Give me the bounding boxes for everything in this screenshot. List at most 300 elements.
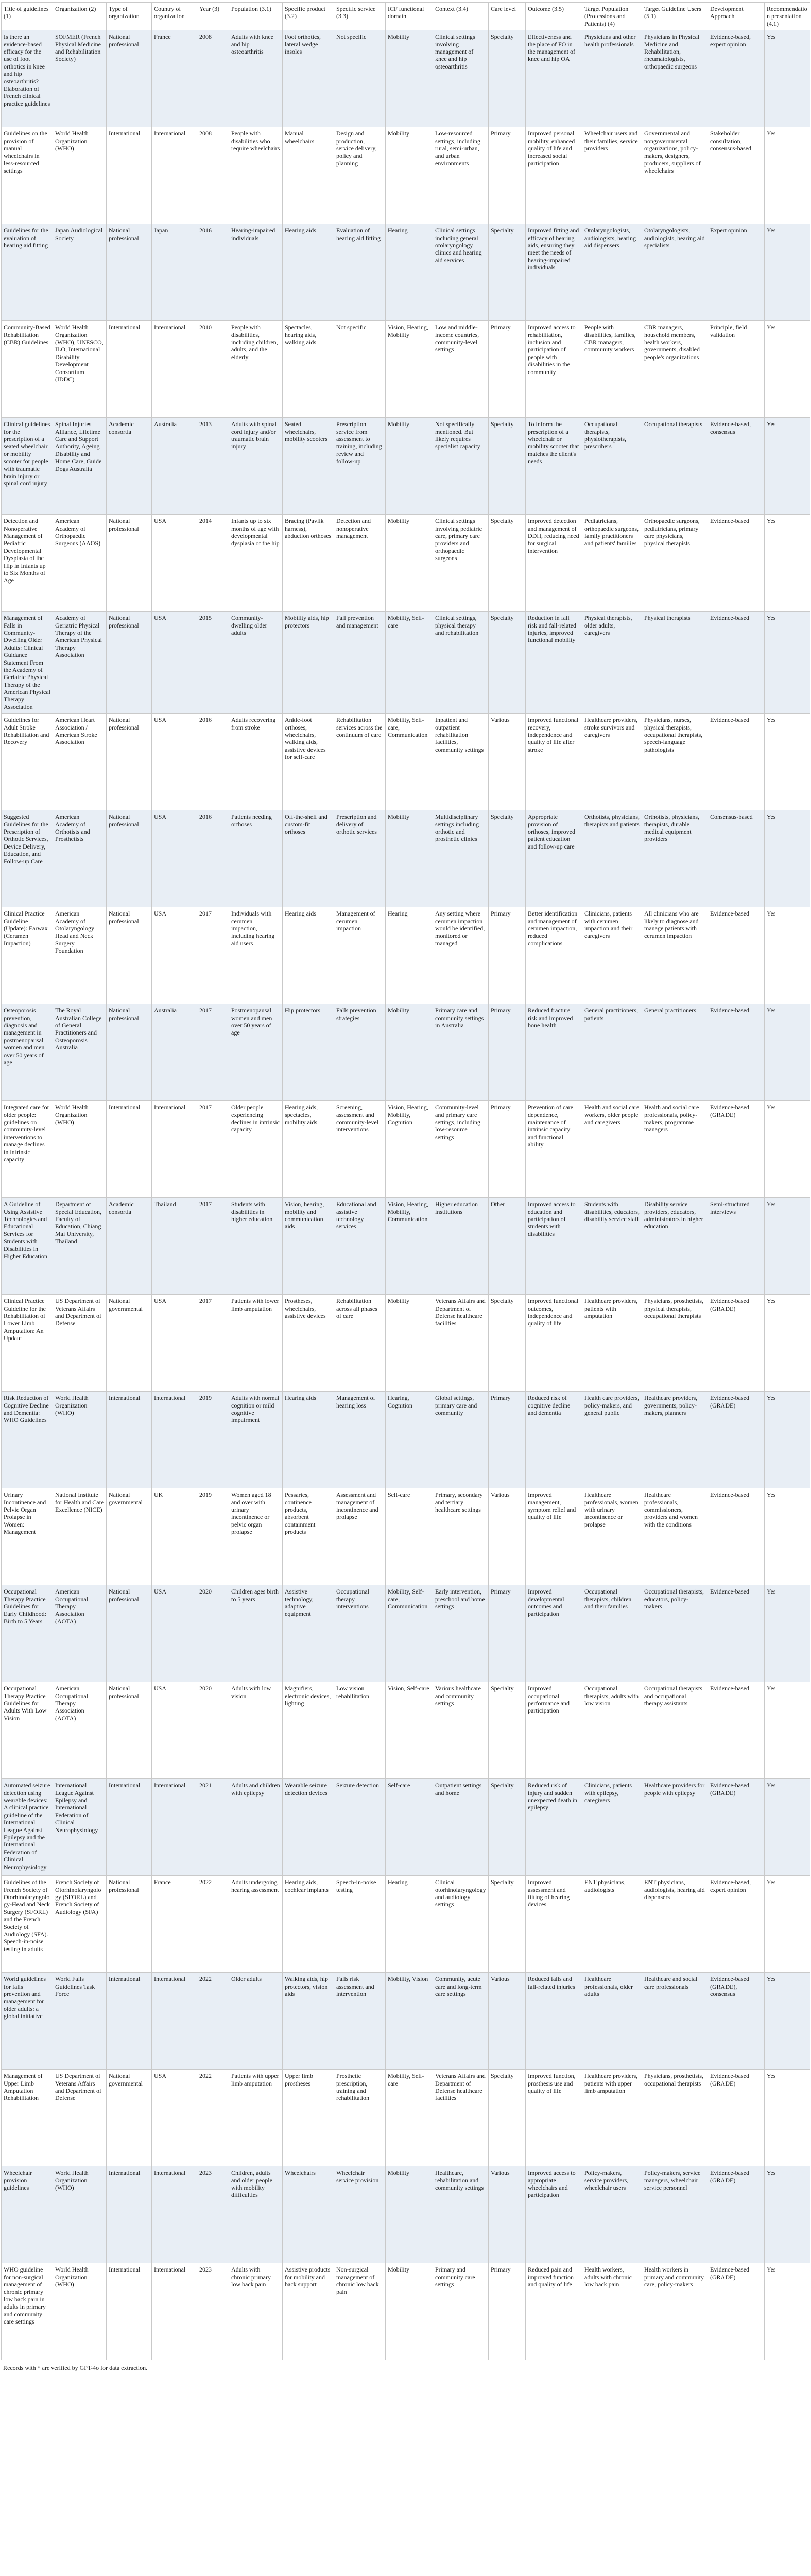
table-cell: Vision, Hearing, Mobility, Communication (386, 1198, 433, 1295)
table-cell: International (152, 2263, 197, 2360)
table-cell: World Health Organization (WHO), UNESCO, ILO, International Disability Development Consortium (IDDC) (53, 321, 107, 418)
table-cell: Low and middle-income countries, community-level settings (433, 321, 489, 418)
column-header: Care level (489, 3, 526, 30)
table-cell: 2020 (197, 1585, 229, 1682)
table-cell: Improved function, prosthesis use and quality of life (526, 2070, 582, 2166)
table-cell: 2022 (197, 1973, 229, 2070)
table-cell: Magnifiers, electronic devices, lighting (283, 1682, 334, 1779)
table-row (2, 1779, 810, 1876)
table-cell: Vision, Self-care (386, 1682, 433, 1779)
table-cell: Occupational therapists (642, 418, 708, 515)
table-cell: 2020 (197, 1682, 229, 1779)
table-cell: International (152, 321, 197, 418)
table-cell: Patients needing orthoses (229, 810, 283, 907)
table-cell: Primary (489, 907, 526, 1004)
table-cell: Hearing (386, 907, 433, 1004)
table-cell: Yes (765, 30, 810, 127)
table-cell: International (152, 127, 197, 224)
table-cell: Policy-makers, service providers, wheelchair users (582, 2166, 642, 2263)
table-cell: Specialty (489, 515, 526, 612)
table-cell: Assistive products for mobility and back support (283, 2263, 334, 2360)
table-row (2, 1392, 810, 1488)
table-cell: Rehabilitation across all phases of care (334, 1295, 386, 1392)
table-cell: Appropriate provision of orthoses, improved patient education and follow-up care (526, 810, 582, 907)
table-cell: Hearing, Cognition (386, 1392, 433, 1488)
table-row (2, 1585, 810, 1682)
header-row (2, 3, 810, 30)
table-cell: Evidence-based (GRADE) (708, 2070, 765, 2166)
table-cell: Primary (489, 127, 526, 224)
column-header: Context (3.4) (433, 3, 489, 30)
table-cell: Yes (765, 1295, 810, 1392)
table-cell: To inform the prescription of a wheelchair or mobility scooter that matches the client's needs (526, 418, 582, 515)
table-cell: Not specific (334, 30, 386, 127)
table-cell: National professional (107, 1876, 152, 1973)
table-row (2, 810, 810, 907)
table-cell: Health care providers, policy-makers, and general public (582, 1392, 642, 1488)
table-cell: 2017 (197, 1198, 229, 1295)
table-cell: Evidence-based (GRADE) (708, 1101, 765, 1198)
guideline-title-cell: World guidelines for falls prevention and management for older adults: a global initiative (2, 1973, 53, 2070)
table-cell: Japan (152, 224, 197, 321)
table-cell: Clinicians, patients with epilepsy, caregivers (582, 1779, 642, 1876)
table-cell: General practitioners, patients (582, 1004, 642, 1101)
table-cell: 2016 (197, 714, 229, 810)
table-cell: Primary care and community settings in Australia (433, 1004, 489, 1101)
table-cell: Seated wheelchairs, mobility scooters (283, 418, 334, 515)
table-cell: International (107, 1392, 152, 1488)
table-cell: Orthotists, physicians, therapists, durable medical equipment providers (642, 810, 708, 907)
table-cell: Evidence-based (708, 1585, 765, 1682)
table-cell: Self-care (386, 1488, 433, 1585)
table-cell: People with disabilities who require wheelchairs (229, 127, 283, 224)
guideline-title-cell: Is there an evidence-based efficacy for the use of foot orthotics in knee and hip osteoarthritis? Elaboration of French clinical practice guidelines (2, 30, 53, 127)
table-cell: Mobility, Self-care (386, 2070, 433, 2166)
table-cell: American Academy of Orthotists and Prosthetists (53, 810, 107, 907)
table-cell: National professional (107, 515, 152, 612)
table-cell: Physicians, prosthetists, physical therapists, occupational therapists (642, 1295, 708, 1392)
table-cell: Ankle-foot orthoses, wheelchairs, walking aids, assistive devices for self-care (283, 714, 334, 810)
table-cell: 2017 (197, 1101, 229, 1198)
table-cell: Yes (765, 1198, 810, 1295)
table-cell: Rehabilitation services across the continuum of care (334, 714, 386, 810)
table-cell: Prostheses, wheelchairs, assistive devices (283, 1295, 334, 1392)
table-cell: Reduction in fall risk and fall-related injuries, improved functional mobility (526, 612, 582, 714)
table-cell: Occupational therapists, educators, policy-makers (642, 1585, 708, 1682)
table-cell: Primary, secondary and tertiary healthcare settings (433, 1488, 489, 1585)
table-cell: 2010 (197, 321, 229, 418)
table-cell: 2019 (197, 1392, 229, 1488)
table-cell: Consensus-based (708, 810, 765, 907)
table-cell: Hearing aids (283, 907, 334, 1004)
column-header: Specific service (3.3) (334, 3, 386, 30)
table-cell: Yes (765, 1876, 810, 1973)
table-cell: USA (152, 1585, 197, 1682)
table-cell: Assessment and management of incontinence and prolapse (334, 1488, 386, 1585)
table-cell: Health and social care workers, older people and caregivers (582, 1101, 642, 1198)
table-cell: Yes (765, 1101, 810, 1198)
table-cell: Hearing aids (283, 1392, 334, 1488)
table-cell: Mobility (386, 2166, 433, 2263)
table-cell: Various (489, 2166, 526, 2263)
table-cell: Yes (765, 1779, 810, 1876)
table-cell: Fall prevention and management (334, 612, 386, 714)
table-cell: USA (152, 810, 197, 907)
table-cell: Occupational therapists, adults with low vision (582, 1682, 642, 1779)
table-cell: Physicians and other health professionals (582, 30, 642, 127)
table-cell: National professional (107, 1585, 152, 1682)
table-cell: Manual wheelchairs (283, 127, 334, 224)
table-cell: Hearing (386, 224, 433, 321)
table-cell: Yes (765, 1488, 810, 1585)
table-cell: Reduced pain and improved function and quality of life (526, 2263, 582, 2360)
table-cell: Specialty (489, 1779, 526, 1876)
table-cell: Hearing aids, cochlear implants (283, 1876, 334, 1973)
table-cell: International (107, 1973, 152, 2070)
table-cell: Improved developmental outcomes and participation (526, 1585, 582, 1682)
table-cell: Adults with chronic primary low back pain (229, 2263, 283, 2360)
table-cell: Evidence-based (708, 907, 765, 1004)
column-header: Organization (2) (53, 3, 107, 30)
table-cell: International (152, 1973, 197, 2070)
table-cell: American Academy of Otolaryngology—Head and Neck Surgery Foundation (53, 907, 107, 1004)
table-cell: Children ages birth to 5 years (229, 1585, 283, 1682)
table-cell: World Health Organization (WHO) (53, 1392, 107, 1488)
table-cell: Educational and assistive technology services (334, 1198, 386, 1295)
table-cell: Evaluation of hearing aid fitting (334, 224, 386, 321)
table-cell: Upper limb prostheses (283, 2070, 334, 2166)
table-cell: Mobility aids, hip protectors (283, 612, 334, 714)
table-cell: Falls prevention strategies (334, 1004, 386, 1101)
table-row (2, 907, 810, 1004)
table-cell: Evidence-based (708, 1682, 765, 1779)
table-cell: World Health Organization (WHO) (53, 2166, 107, 2263)
column-header: Type of organization (107, 3, 152, 30)
guideline-title-cell: Wheelchair provision guidelines (2, 2166, 53, 2263)
table-cell: Yes (765, 1004, 810, 1101)
table-cell: Design and production, service delivery, policy and planning (334, 127, 386, 224)
table-cell: Various (489, 1488, 526, 1585)
table-cell: Early intervention, preschool and home settings (433, 1585, 489, 1682)
table-cell: Any setting where cerumen impaction would be identified, monitored or managed (433, 907, 489, 1004)
table-cell: Healthcare providers, patients with upper limb amputation (582, 2070, 642, 2166)
table-cell: Yes (765, 418, 810, 515)
table-cell: Japan Audiological Society (53, 224, 107, 321)
table-cell: Mobility (386, 2263, 433, 2360)
table-cell: Occupational therapists and occupational therapy assistants (642, 1682, 708, 1779)
table-cell: Hearing-impaired individuals (229, 224, 283, 321)
guideline-title-cell: Urinary Incontinence and Pelvic Organ Prolapse in Women: Management (2, 1488, 53, 1585)
table-cell: Adults and children with epilepsy (229, 1779, 283, 1876)
table-cell: National professional (107, 714, 152, 810)
table-cell: SOFMER (French Physical Medicine and Rehabilitation Society) (53, 30, 107, 127)
table-cell: Falls risk assessment and intervention (334, 1973, 386, 2070)
table-cell: Healthcare professionals, women with urinary incontinence or prolapse (582, 1488, 642, 1585)
table-cell: 2014 (197, 515, 229, 612)
table-cell: Walking aids, hip protectors, vision aids (283, 1973, 334, 2070)
table-cell: National professional (107, 612, 152, 714)
table-cell: Postmenopausal women and men over 50 years of age (229, 1004, 283, 1101)
table-cell: 2013 (197, 418, 229, 515)
table-cell: Health and social care professionals, policy-makers, programme managers (642, 1101, 708, 1198)
table-cell: Improved functional recovery, independence and quality of life after stroke (526, 714, 582, 810)
table-cell: Evidence-based (GRADE) (708, 1295, 765, 1392)
table-cell: Evidence-based (708, 1488, 765, 1585)
table-cell: Pessaries, continence products, absorbent containment products (283, 1488, 334, 1585)
table-cell: UK (152, 1488, 197, 1585)
table-cell: USA (152, 1295, 197, 1392)
table-cell: Various (489, 714, 526, 810)
table-cell: 2008 (197, 127, 229, 224)
table-cell: Low-resourced settings, including rural, semi-urban, and urban environments (433, 127, 489, 224)
table-cell: Clinical settings, physical therapy and rehabilitation (433, 612, 489, 714)
table-cell: Infants up to six months of age with developmental dysplasia of the hip (229, 515, 283, 612)
table-row (2, 224, 810, 321)
table-cell: Assistive technology, adaptive equipment (283, 1585, 334, 1682)
table-cell: Patients with upper limb amputation (229, 2070, 283, 2166)
table-cell: Yes (765, 1392, 810, 1488)
table-cell: Improved access to education and participation of students with disabilities (526, 1198, 582, 1295)
table-cell: Health workers, adults with chronic low back pain (582, 2263, 642, 2360)
table-cell: Mobility (386, 515, 433, 612)
column-header: Development Approach (708, 3, 765, 30)
table-cell: Adults with low vision (229, 1682, 283, 1779)
table-cell: World Health Organization (WHO) (53, 127, 107, 224)
table-cell: Outpatient settings and home (433, 1779, 489, 1876)
table-cell: Orthopaedic surgeons, pediatricians, primary care physicians, physical therapists (642, 515, 708, 612)
table-cell: International (152, 1392, 197, 1488)
table-cell: Clinical otorhinolaryngology and audiology settings (433, 1876, 489, 1973)
table-cell: Specialty (489, 2070, 526, 2166)
table-cell: Healthcare professionals, older adults (582, 1973, 642, 2070)
table-cell: International (152, 1101, 197, 1198)
table-cell: Primary and community care settings (433, 2263, 489, 2360)
table-cell: Veterans Affairs and Department of Defense healthcare facilities (433, 2070, 489, 2166)
table-cell: US Department of Veterans Affairs and Department of Defense (53, 2070, 107, 2166)
table-cell: 2016 (197, 810, 229, 907)
table-cell: Primary (489, 2263, 526, 2360)
table-cell: All clinicians who are likely to diagnose and manage patients with cerumen impaction (642, 907, 708, 1004)
table-cell: Reduced risk of cognitive decline and dementia (526, 1392, 582, 1488)
table-cell: Children, adults and older people with mobility difficulties (229, 2166, 283, 2263)
table-cell: The Royal Australian College of General Practitioners and Osteoporosis Australia (53, 1004, 107, 1101)
table-cell: Evidence-based (708, 714, 765, 810)
table-cell: Speech-in-noise testing (334, 1876, 386, 1973)
table-cell: Yes (765, 714, 810, 810)
guideline-title-cell: Management of Falls in Community-Dwelling Older Adults: Clinical Guidance Statement From the Academy of Geriatric Physical Therapy of the American Physical Therapy Association (2, 612, 53, 714)
guideline-title-cell: Guidelines of the French Society of Otorhinolaryngology-Head and Neck Surgery (SFORL) and the French Society of Audiology (SFA). Speech-in-noise testing in adults (2, 1876, 53, 1973)
guideline-title-cell: Risk Reduction of Cognitive Decline and Dementia: WHO Guidelines (2, 1392, 53, 1488)
table-header (2, 3, 810, 30)
table-cell: 2017 (197, 1295, 229, 1392)
table-cell: Yes (765, 2263, 810, 2360)
table-cell: Specialty (489, 810, 526, 907)
table-cell: International (107, 127, 152, 224)
table-cell: Hearing aids, spectacles, mobility aids (283, 1101, 334, 1198)
table-cell: 2017 (197, 1004, 229, 1101)
guideline-title-cell: Management of Upper Limb Amputation Rehabilitation (2, 2070, 53, 2166)
table-cell: Specialty (489, 612, 526, 714)
table-cell: Stakeholder consultation, consensus-based (708, 127, 765, 224)
table-row (2, 1876, 810, 1973)
table-cell: Multidisciplinary settings including orthotic and prosthetic clinics (433, 810, 489, 907)
table-cell: 2022 (197, 1876, 229, 1973)
table-cell: Improved functional outcomes, independence and quality of life (526, 1295, 582, 1392)
column-header: ICF functional domain (386, 3, 433, 30)
table-cell: Yes (765, 224, 810, 321)
table-cell: Orthotists, physicians, therapists and patients (582, 810, 642, 907)
table-cell: Adults undergoing hearing assessment (229, 1876, 283, 1973)
table-cell: Improved fitting and efficacy of hearing aids, ensuring they meet the needs of hearing-impaired individuals (526, 224, 582, 321)
table-cell: International League Against Epilepsy and International Federation of Clinical Neurophysiology (53, 1779, 107, 1876)
table-cell: Australia (152, 418, 197, 515)
table-cell: World Health Organization (WHO) (53, 1101, 107, 1198)
table-cell: National professional (107, 810, 152, 907)
table-cell: Adults recovering from stroke (229, 714, 283, 810)
table-cell: Off-the-shelf and custom-fit orthoses (283, 810, 334, 907)
table-cell: ENT physicians, audiologists (582, 1876, 642, 1973)
table-cell: Mobility (386, 1004, 433, 1101)
table-cell: 2017 (197, 907, 229, 1004)
column-header: Outcome (3.5) (526, 3, 582, 30)
table-cell: Students with disabilities, educators, disability service staff (582, 1198, 642, 1295)
guideline-title-cell: Guidelines for Adult Stroke Rehabilitation and Recovery (2, 714, 53, 810)
table-cell: Academic consortia (107, 1198, 152, 1295)
table-cell: Specialty (489, 418, 526, 515)
table-cell: Evidence-based (708, 515, 765, 612)
table-cell: Clinicians, patients with cerumen impaction and their caregivers (582, 907, 642, 1004)
table-row (2, 30, 810, 127)
table-cell: Physicians, prosthetists, occupational therapists (642, 2070, 708, 2166)
table-cell: Inpatient and outpatient rehabilitation facilities, community settings (433, 714, 489, 810)
table-cell: Academy of Geriatric Physical Therapy of the American Physical Therapy Association (53, 612, 107, 714)
table-cell: Evidence-based, expert opinion (708, 1876, 765, 1973)
table-cell: General practitioners (642, 1004, 708, 1101)
table-cell: Healthcare providers, patients with amputation (582, 1295, 642, 1392)
table-cell: Yes (765, 127, 810, 224)
table-cell: National professional (107, 1004, 152, 1101)
table-cell: Evidence-based (GRADE) (708, 1779, 765, 1876)
table-cell: Screening, assessment and community-level interventions (334, 1101, 386, 1198)
table-cell: Expert opinion (708, 224, 765, 321)
table-cell: Hearing aids (283, 224, 334, 321)
table-cell: Community-level and primary care settings, including low-resource settings (433, 1101, 489, 1198)
guideline-title-cell: Clinical Practice Guideline for the Rehabilitation of Lower Limb Amputation: An Update (2, 1295, 53, 1392)
table-cell: National professional (107, 1682, 152, 1779)
table-cell: International (107, 2166, 152, 2263)
table-cell: Healthcare and social care professionals (642, 1973, 708, 2070)
table-cell: Adults with knee and hip osteoarthritis (229, 30, 283, 127)
table-cell: Prescription and delivery of orthotic services (334, 810, 386, 907)
table-cell: World Falls Guidelines Task Force (53, 1973, 107, 2070)
table-cell: Women aged 18 and over with urinary incontinence or pelvic organ prolapse (229, 1488, 283, 1585)
table-cell: Various healthcare and community settings (433, 1682, 489, 1779)
guideline-title-cell: A Guideline of Using Assistive Technologies and Educational Services for Students with Disabilities in Higher Education (2, 1198, 53, 1295)
table-cell: Primary (489, 1585, 526, 1682)
table-cell: Non-surgical management of chronic low back pain (334, 2263, 386, 2360)
table-cell: Physical therapists (642, 612, 708, 714)
table-cell: Yes (765, 810, 810, 907)
table-cell: Department of Special Education, Faculty of Education, Chiang Mai University, Thailand (53, 1198, 107, 1295)
guidelines-table (1, 2, 810, 2360)
table-cell: Mobility (386, 127, 433, 224)
column-header: Specific product (3.2) (283, 3, 334, 30)
table-cell: Reduced falls and fall-related injuries (526, 1973, 582, 2070)
table-cell: Health workers in primary and community care, policy-makers (642, 2263, 708, 2360)
table-cell: US Department of Veterans Affairs and Department of Defense (53, 1295, 107, 1392)
table-cell: Healthcare providers for people with epilepsy (642, 1779, 708, 1876)
table-row (2, 714, 810, 810)
table-row (2, 1101, 810, 1198)
table-cell: Disability service providers, educators, administrators in higher education (642, 1198, 708, 1295)
table-cell: Evidence-based, expert opinion (708, 30, 765, 127)
table-row (2, 1198, 810, 1295)
table-cell: 2022 (197, 2070, 229, 2166)
table-cell: Physicians, nurses, physical therapists, occupational therapists, speech-language pathologists (642, 714, 708, 810)
table-cell: 2021 (197, 1779, 229, 1876)
table-cell: Specialty (489, 1295, 526, 1392)
table-row (2, 127, 810, 224)
table-row (2, 321, 810, 418)
guideline-title-cell: Automated seizure detection using wearable devices: A clinical practice guideline of the International League Against Epilepsy and the International Federation of Clinical Neurophysiology (2, 1779, 53, 1876)
table-cell: Vision, Hearing, Mobility, Cognition (386, 1101, 433, 1198)
table-cell: Specialty (489, 30, 526, 127)
table-cell: French Society of Otorhinolaryngology (SFORL) and French Society of Audiology (SFA) (53, 1876, 107, 1973)
table-row (2, 1295, 810, 1392)
table-row (2, 1973, 810, 2070)
column-header: Target Population (Professions and Patients) (4) (582, 3, 642, 30)
table-cell: Occupational therapists, children and their families (582, 1585, 642, 1682)
table-cell: Detection and nonoperative management (334, 515, 386, 612)
table-cell: Global settings, primary care and community (433, 1392, 489, 1488)
table-cell: American Academy of Orthopaedic Surgeons (AAOS) (53, 515, 107, 612)
table-cell: USA (152, 907, 197, 1004)
table-row (2, 1488, 810, 1585)
table-cell: National Institute for Health and Care Excellence (NICE) (53, 1488, 107, 1585)
table-cell: Clinical settings including general otolaryngology clinics and hearing aid services (433, 224, 489, 321)
table-cell: Management of hearing loss (334, 1392, 386, 1488)
table-cell: Healthcare professionals, commissioners, providers and women with the conditions (642, 1488, 708, 1585)
table-cell: Primary (489, 1004, 526, 1101)
table-cell: Physical therapists, older adults, caregivers (582, 612, 642, 714)
table-cell: Mobility, Self-care (386, 612, 433, 714)
table-cell: Yes (765, 515, 810, 612)
table-cell: USA (152, 1682, 197, 1779)
guideline-title-cell: Integrated care for older people: guidelines on community-level interventions to manage declines in intrinsic capacity (2, 1101, 53, 1198)
table-cell: 2023 (197, 2166, 229, 2263)
table-cell: National governmental (107, 1488, 152, 1585)
table-cell: Reduced risk of injury and sudden unexpected death in epilepsy (526, 1779, 582, 1876)
column-header: Year (3) (197, 3, 229, 30)
table-cell: International (152, 1779, 197, 1876)
table-cell: Mobility, Self-care, Communication (386, 714, 433, 810)
table-cell: People with disabilities, families, CBR managers, community workers (582, 321, 642, 418)
table-row (2, 418, 810, 515)
table-cell: Not specific (334, 321, 386, 418)
table-cell: USA (152, 515, 197, 612)
table-cell: International (152, 2166, 197, 2263)
table-cell: Improved detection and management of DDH, reducing need for surgical intervention (526, 515, 582, 612)
table-cell: Healthcare, rehabilitation and community settings (433, 2166, 489, 2263)
table-cell: People with disabilities, including children, adults, and the elderly (229, 321, 283, 418)
table-cell: Governmental and nongovernmental organizations, policy-makers, designers, producers, suppliers of wheelchairs (642, 127, 708, 224)
table-cell: Yes (765, 1585, 810, 1682)
table-cell: Specialty (489, 224, 526, 321)
table-cell: Wheelchairs (283, 2166, 334, 2263)
table-cell: Evidence-based (GRADE) (708, 2263, 765, 2360)
table-cell: Mobility (386, 30, 433, 127)
table-cell: National professional (107, 224, 152, 321)
